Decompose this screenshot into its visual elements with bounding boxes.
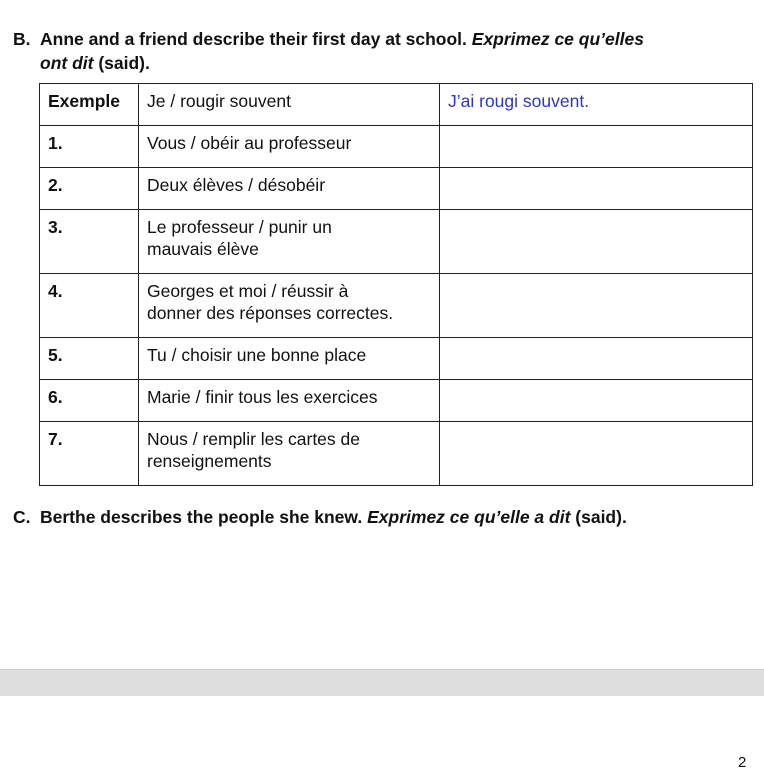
- row-answer[interactable]: [440, 380, 753, 422]
- table-row: [40, 84, 753, 126]
- section-b-instruction-cont: ont dit: [40, 53, 94, 73]
- table-row: [40, 380, 753, 422]
- row-prompt: [139, 274, 440, 338]
- section-c-instruction: Exprimez ce qu’elle a dit: [367, 507, 571, 527]
- section-c-letter: C.: [13, 507, 31, 527]
- row-answer[interactable]: [440, 126, 753, 168]
- row-prompt: [139, 422, 440, 486]
- row-answer[interactable]: [440, 274, 753, 338]
- row-prompt: Deux élèves / désobéir: [139, 168, 440, 210]
- prompt-line-1: Le professeur / punir un: [147, 217, 332, 237]
- table-row: [40, 274, 753, 338]
- section-b-said: (said).: [98, 53, 150, 73]
- row-number: 5.: [40, 338, 139, 380]
- table-row: [40, 338, 753, 380]
- prompt-line-2: renseignements: [147, 451, 272, 471]
- table-row: [40, 422, 753, 486]
- row-prompt: Vous / obéir au professeur: [139, 126, 440, 168]
- prompt-line-2: mauvais élève: [147, 239, 259, 259]
- table-row: [40, 168, 753, 210]
- page-number: 2: [738, 754, 747, 771]
- prompt-line-1: Nous / remplir les cartes de: [147, 429, 360, 449]
- row-prompt: Tu / choisir une bonne place: [139, 338, 440, 380]
- row-answer[interactable]: [440, 422, 753, 486]
- row-number: 2.: [40, 168, 139, 210]
- row-prompt: Marie / finir tous les exercices: [139, 380, 440, 422]
- row-number: 7.: [40, 422, 139, 486]
- prompt-line-1: Georges et moi / réussir à: [147, 281, 349, 301]
- section-b-heading: [13, 27, 748, 75]
- row-number: 4.: [40, 274, 139, 338]
- row-prompt: [139, 210, 440, 274]
- section-b-letter: B.: [13, 29, 31, 49]
- table-row: [40, 126, 753, 168]
- row-answer[interactable]: [440, 168, 753, 210]
- page-separator: [0, 669, 764, 696]
- exercise-table: [39, 83, 753, 486]
- row-answer[interactable]: J’ai rougi souvent.: [440, 84, 753, 126]
- section-c-heading: [13, 505, 748, 529]
- row-number: 1.: [40, 126, 139, 168]
- row-number: Exemple: [40, 84, 139, 126]
- section-c-said: (said).: [575, 507, 627, 527]
- prompt-line-2: donner des réponses correctes.: [147, 303, 394, 323]
- section-b-instruction: Exprimez ce qu’elles: [471, 29, 644, 49]
- table-row: [40, 210, 753, 274]
- row-prompt: Je / rougir souvent: [139, 84, 440, 126]
- row-answer[interactable]: [440, 210, 753, 274]
- row-number: 3.: [40, 210, 139, 274]
- section-b-text: Anne and a friend describe their first day at school.: [40, 29, 467, 49]
- row-number: 6.: [40, 380, 139, 422]
- section-c-text: Berthe describes the people she knew.: [40, 507, 363, 527]
- row-answer[interactable]: [440, 338, 753, 380]
